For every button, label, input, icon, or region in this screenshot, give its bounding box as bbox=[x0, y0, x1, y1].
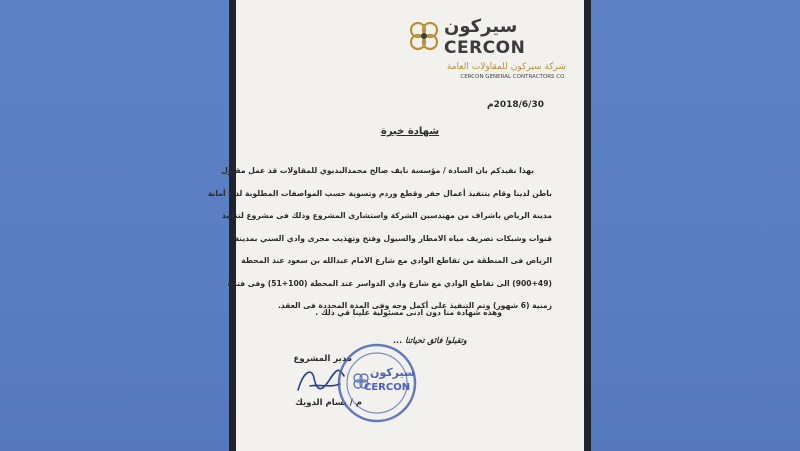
body-line: الرياض فى المنطقة من تقاطع الوادي مع شارع الامام عبدالله بن سعود عند المحطة bbox=[241, 256, 552, 265]
signer-name: م / بسام الدويك bbox=[295, 398, 362, 408]
company-subtitle-english: CERCON GENERAL CONTRACTORS CO. bbox=[460, 74, 566, 80]
body-line: باطن لدينا وقام بتنفيذ أعمال حفر وقطع وردم وتسوية حسب المواصفات المطلوبة لدى أمانة bbox=[207, 188, 552, 198]
company-name-english: CERCON bbox=[444, 38, 526, 58]
letter-title: شهادة خبرة bbox=[380, 126, 440, 137]
body-line: زمنية (6 شهور) وتم التنفيذ على أكمل وجه وفى المدة المحددة فى العقد. bbox=[278, 301, 552, 310]
stamp-text-arabic: سيركون bbox=[370, 366, 415, 379]
letterhead-logo bbox=[406, 16, 566, 84]
letter-date: 2018/6/30م bbox=[486, 100, 544, 110]
cercon-knot-logo-icon bbox=[406, 18, 442, 54]
body-line: قنوات وشبكات تصريف مياه الامطار والسيول وفتح وتهذيب مجرى وادي السني بمدينة bbox=[234, 233, 552, 243]
body-line: مدينة الرياض باشراف من مهندسين الشركة واستشارى المشروع وذلك فى مشروع لتنفيذ bbox=[221, 211, 552, 220]
body-line: (900+49) الى تقاطع الوادي مع شارع وادي الدواسر عند المحطة (100+51) وفى فترة bbox=[227, 278, 552, 288]
letter-body bbox=[207, 160, 552, 318]
letter-regards: وتقبلوا فائق تحياتنا ... bbox=[393, 336, 467, 345]
signer-title: مدير المشروع bbox=[293, 354, 352, 364]
certificate-paper bbox=[207, 0, 584, 451]
letter-closing: وهذه شهادة منا دون ادنى مسئولية علينا في ذلك . bbox=[315, 308, 502, 317]
company-name-arabic: سيركون bbox=[444, 16, 518, 37]
body-line: بهذا نفيدكم بان السادة / مؤسسة نايف صالح محمدالبديوي للمقاولات قد عمل مقاول bbox=[221, 166, 534, 175]
company-subtitle-arabic: شركة سيركون للمقاولات العامة bbox=[446, 62, 566, 72]
stamp-text-english: CERCON bbox=[364, 382, 411, 393]
